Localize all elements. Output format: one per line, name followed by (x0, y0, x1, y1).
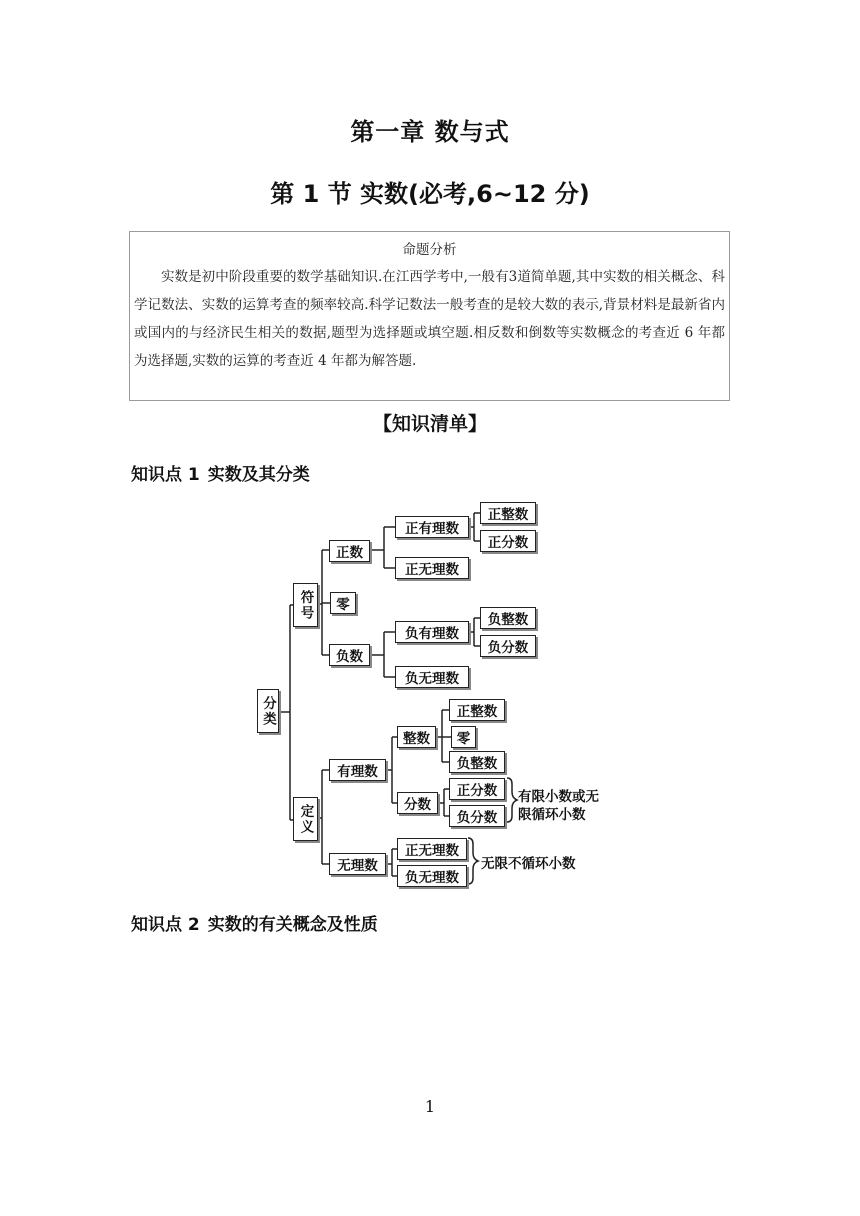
tree-node-negative: 负数 (329, 644, 370, 666)
tree-node-negative-rational: 负有理数 (395, 621, 469, 643)
knowledge-list-heading: 【知识清单】 (372, 413, 487, 435)
tree-node-irrational: 无理数 (329, 853, 386, 875)
tree-node-def-zero: 零 (451, 726, 476, 748)
tree-node-zero: 零 (330, 592, 356, 614)
tree-node-positive-rational: 正有理数 (395, 516, 469, 538)
knowledge-point-title: 实数的有关概念及性质 (207, 915, 378, 935)
section-title: 第 1 节 实数(必考,6~12 分) (270, 180, 590, 208)
tree-node-positive-irrational: 正无理数 (395, 557, 469, 579)
tree-node-integer: 整数 (397, 726, 436, 748)
knowledge-point-2-heading (131, 910, 378, 935)
tree-node-negative-integer: 负整数 (480, 607, 536, 629)
tree-node-def-negative-fraction: 负分数 (449, 805, 505, 827)
page-number: 1 (424, 1097, 436, 1116)
analysis-body: 实数是初中阶段重要的数学基础知识.在江西学考中,一般有3道简单题,其中实数的相关概念、科学记数法、实数的运算考查的频率较高.科学记数法一般考查的是较大数的表示,背景材料是最新省内或国内的与经济民生相关的数据,题型为选择题或填空题.相反数和倒数等实数概念的考查近 6 年都为选择题,实数的运算的考查近 4 年都为解答题. (134, 269, 725, 369)
tree-node-def-negative-integer: 负整数 (449, 751, 505, 773)
tree-node-fraction: 分数 (397, 792, 438, 814)
tree-node-positive-integer: 正整数 (480, 502, 536, 524)
analysis-heading: 命题分析 (402, 242, 457, 258)
tree-node-negative-fraction: 负分数 (480, 635, 536, 657)
knowledge-point-number: 知识点 1 (131, 465, 200, 485)
tree-node-by-definition: 定义 (293, 797, 318, 841)
knowledge-point-number: 知识点 2 (131, 915, 200, 935)
tree-node-def-positive-fraction: 正分数 (449, 778, 505, 800)
tree-node-positive-fraction: 正分数 (480, 530, 536, 552)
tree-node-root: 分类 (257, 689, 279, 733)
tree-node-def-negative-irrational: 负无理数 (397, 865, 467, 887)
tree-node-positive: 正数 (329, 540, 370, 562)
tree-node-rational: 有理数 (329, 759, 386, 781)
knowledge-point-title: 实数及其分类 (207, 465, 310, 485)
tree-node-negative-irrational: 负无理数 (395, 666, 469, 688)
tree-node-def-positive-integer: 正整数 (449, 699, 505, 721)
chapter-title: 第一章 数与式 (350, 118, 510, 146)
tree-node-by-sign: 符号 (293, 583, 318, 627)
tree-node-def-positive-irrational: 正无理数 (397, 838, 467, 860)
note-irrational-decimal: 无限不循环小数 (481, 856, 576, 872)
note-fraction-decimal: 有限小数或无限循环小数 (518, 789, 599, 823)
